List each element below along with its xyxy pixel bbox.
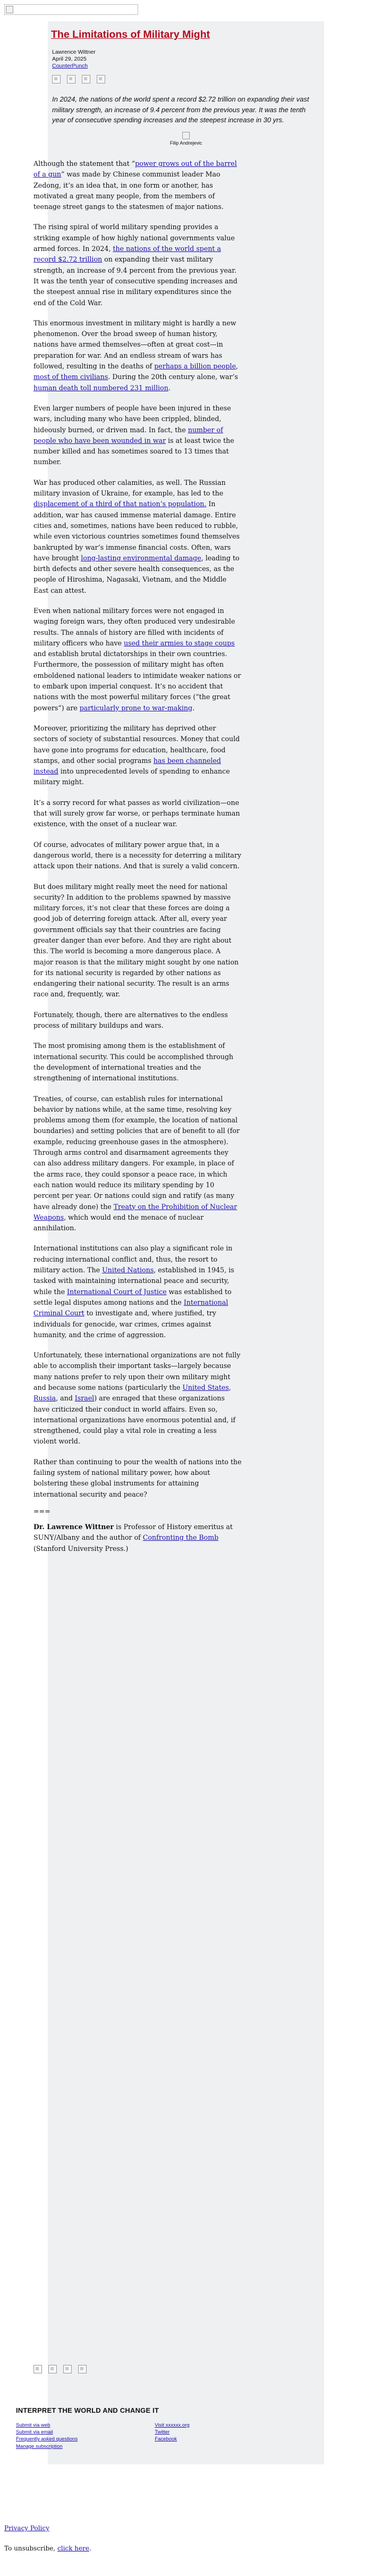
inline-link[interactable]: long-lasting environmental damage <box>81 553 201 562</box>
email-icon[interactable] <box>82 75 90 83</box>
inline-link[interactable]: Russia <box>33 1394 56 1403</box>
article-header <box>48 21 324 83</box>
inline-link[interactable]: most of them civilians <box>33 373 108 381</box>
inline-link[interactable]: power grows out of the barrel of a gun <box>33 160 237 179</box>
footer-heading: INTERPRET THE WORLD AND CHANGE IT <box>16 2406 159 2414</box>
publication-link[interactable]: CounterPunch <box>52 63 88 69</box>
article-title[interactable]: The Limitations of Military Might <box>51 29 210 40</box>
paragraph: Unfortunately, these international organizations are not fully able to accomplish their important tasks—largely because many nations prefer to rely upon their own military might and because some nations (particularly the United States, Russia, and Israel) are enraged that these organizations have criticized their conduct in world affairs. Even so, international organizations have enormous potential and, if strengthened, could play a vital role in creating a less violent world. <box>33 1351 241 1446</box>
print-icon[interactable] <box>97 75 105 83</box>
newsletter-footer <box>16 2406 324 2450</box>
unsubscribe-link[interactable]: click here <box>57 2545 89 2552</box>
twitter-icon[interactable] <box>48 2365 57 2373</box>
privacy-policy-link[interactable]: Privacy Policy <box>4 2524 49 2532</box>
paragraph: Even larger numbers of people have been injured in these wars, including many who have been crippled, blinded, hideously burned, or driven mad. In fact, the number of people who have been wounded in war is at least twice the number killed and has sometimes soared to 13 times that number. <box>33 404 234 466</box>
paragraph: Rather than continuing to pour the wealth of nations into the failing system of national military power, how about bolstering these global instruments for attaining international security and peace? <box>33 1457 242 1498</box>
email-icon[interactable] <box>63 2365 72 2373</box>
print-icon[interactable] <box>78 2365 87 2373</box>
paragraph: Even when national military forces were not engaged in waging foreign wars, they often produced very undesirable results. The annals of history are filled with incidents of military officers who have used their armies to stage coups and establish brutal dictatorships in their own countries. Furthermore, the possession of military might has often emboldened national leaders to intimidate weaker nations or to embark upon imperial conquest. It’s no accident that nations with the most powerful military forces (“the great powers”) are particularly prone to war-making. <box>33 606 241 712</box>
footer-right-links <box>155 2422 189 2450</box>
author-name: Lawrence Wittner <box>52 49 96 55</box>
footer-link-faq[interactable]: Frequently asked questions <box>16 2436 78 2443</box>
article-summary: In 2024, the nations of the world spent a record $2.72 trillion on expanding their vast military strength, an increase of 9.4 percent from the previous year. It was the tenth year of consecutive spending increases and the steepest increase in 30 yrs. <box>52 95 309 124</box>
facebook-icon[interactable] <box>33 2365 42 2373</box>
byline <box>48 49 324 70</box>
facebook-icon[interactable] <box>52 75 61 83</box>
book-link[interactable]: Confronting the Bomb <box>142 1533 219 1542</box>
inline-link[interactable]: used their armies to stage coups <box>123 639 235 647</box>
inline-link[interactable]: human death toll numbered 231 million <box>33 383 168 392</box>
inline-link[interactable]: perhaps a billion people <box>154 362 236 371</box>
inline-link[interactable]: number of people who have been wounded in war <box>33 425 223 444</box>
paragraph: It’s a sorry record for what passes as world civilization—one that will surely grow far worse, or perhaps terminate human existence, with the onset of a nuclear war. <box>33 798 240 828</box>
footer-link-facebook[interactable]: Facebook <box>155 2436 177 2443</box>
inline-link[interactable]: International Criminal Court <box>33 1298 229 1318</box>
footer-link-twitter[interactable]: Twitter <box>155 2429 170 2436</box>
footer-link-submit-email[interactable]: Submit via email <box>16 2429 53 2436</box>
article-photo <box>48 132 324 146</box>
paragraph: Although the statement that “power grows out of the barrel of a gun” was made by Chinese communist leader Mao Zedong, it’s an idea that, in one form or another, has motivated a great many people, from the members of teenage street gangs to the statesmen of major nations. <box>33 160 237 211</box>
paragraph: The most promising among them is the establishment of international security. This could be accomplished through the development of international treaties and the strengthening of international institutions. <box>33 1042 234 1083</box>
inline-link[interactable]: particularly prone to war-making <box>79 703 192 712</box>
photo-icon <box>182 132 190 139</box>
paragraph: Of course, advocates of military power argue that, in a dangerous world, there is a necessity for deterring a military attack upon their nations. And that is surely a valid concern. <box>33 840 241 870</box>
paragraph: This enormous investment in military might is hardly a new phenomenon. Over the broad sweep of human history, nations have armed themselves—often at great cost—in preparation for war. And an endless stream of wars has followed, resulting in the deaths of perhaps a billion people, most of them civilians. During the 20th century alone, war’s human death toll numbered 231 million. <box>33 318 238 392</box>
header-image-placeholder <box>4 4 138 15</box>
unsubscribe-line: To unsubscribe, click here. <box>4 2545 91 2552</box>
paragraph: Moreover, prioritizing the military has deprived other sectors of society of substantial resources. Money that could have gone into programs for education, healthcare, food stamps, and other social programs has been channeled instead into unprecedented levels of spending to enhance military might. <box>33 724 240 786</box>
inline-link[interactable]: displacement of a third of that nation’s population. <box>33 500 207 508</box>
separator: === <box>33 1507 50 1515</box>
inline-link[interactable]: United Nations <box>102 1266 154 1274</box>
footer-link-manage-subscription[interactable]: Manage subscription <box>16 2443 63 2449</box>
paragraph: War has produced other calamities, as well. The Russian military invasion of Ukraine, for example, has led to the displacement of a third of that nation’s population. In addition, war has caused immense material damage. Entire cities and, sometimes, nations have been reduced to rubble, while even victorious countries sometimes found themselves bankrupted by war’s immense financial costs. Often, wars have brought long-lasting environmental damage, leading to birth defects and other severe health consequences, as the people of Hiroshima, Nagasaki, Vietnam, and the Middle East can attest. <box>33 478 240 594</box>
article-body <box>33 158 242 1554</box>
paragraph: Fortunately, though, there are alternatives to the endless process of military buildups and wars. <box>33 1010 228 1030</box>
author-bio: Dr. Lawrence Wittner is Professor of History emeritus at SUNY/Albany and the author of Confronting the Bomb (Stanford University Press.) <box>33 1522 233 1553</box>
inline-link[interactable]: the nations of the world spent a record $2.72 trillion <box>33 245 221 264</box>
paragraph: But does military might really meet the need for national security? In addition to the problems spawned by massive military forces, it’s not clear that these forces are doing a good job of deterring foreign attack. After all, every year government officials say that their countries are facing greater danger than ever before. And they are right about this. The world is becoming a more dangerous place. A major reason is that the military might sought by one nation for its national security is regarded by other nations as endangering their national security. The result is an arms race and, frequently, war. <box>33 882 239 998</box>
broken-image-icon <box>6 6 13 13</box>
inline-link[interactable]: Israel <box>74 1394 95 1403</box>
twitter-icon[interactable] <box>67 75 75 83</box>
share-icons-bottom <box>33 2365 87 2373</box>
inline-link[interactable]: International Court of Justice <box>67 1287 167 1296</box>
inline-link[interactable]: Treaty on the Prohibition of Nuclear Weapons <box>33 1202 238 1221</box>
inline-link[interactable]: United States <box>182 1383 229 1391</box>
share-icons-top <box>48 75 324 83</box>
footer-link-submit-web[interactable]: Submit via web <box>16 2422 50 2428</box>
paragraph: Treaties, of course, can establish rules for international behavior by nations while, at the same time, resolving key problems among them (for example, the location of national boundaries) and setting policies that are of benefit to all (for example, reducing greenhouse gases in the atmosphere). Through arms control and disarmament agreements they can also address military dangers. For example, in place of the arms race, they could sponsor a peace race, in which each nation would reduce its military spending by 10 percent per year. Or nations could sign and ratify (as many have already done) the Treaty on the Prohibition of Nuclear Weapons, which would end the menace of nuclear annihilation. <box>33 1094 240 1232</box>
paragraph: The rising spiral of world military spending provides a striking example of how highly national governments value armed forces. In 2024, the nations of the world spent a record $2.72 trillion on expanding their vast military strength, an increase of 9.4 percent from the previous year. It was the tenth year of consecutive spending increases and the steepest annual rise in military expenditures since the end of the Cold War. <box>33 223 238 307</box>
publish-date: April 29, 2025 <box>52 56 87 62</box>
footer-link-visit-site[interactable]: Visit xxxxxx.org <box>155 2422 190 2428</box>
footer-left-links <box>16 2422 78 2450</box>
legal-links <box>4 2524 49 2532</box>
photo-credit: Filip Andrejevic <box>170 140 202 146</box>
inline-link[interactable]: has been channeled instead <box>33 756 221 776</box>
paragraph: International institutions can also play a significant role in reducing international conflict and, thus, the resort to military action. The United Nations, established in 1945, is tasked with maintaining international peace and security, while the International Court of Justice was established to settle legal disputes among nations and the International Criminal Court to investigate and, where justified, try individuals for genocide, war crimes, crimes against humanity, and the crime of aggression. <box>33 1244 234 1339</box>
bio-name: Dr. Lawrence Wittner <box>33 1522 114 1531</box>
